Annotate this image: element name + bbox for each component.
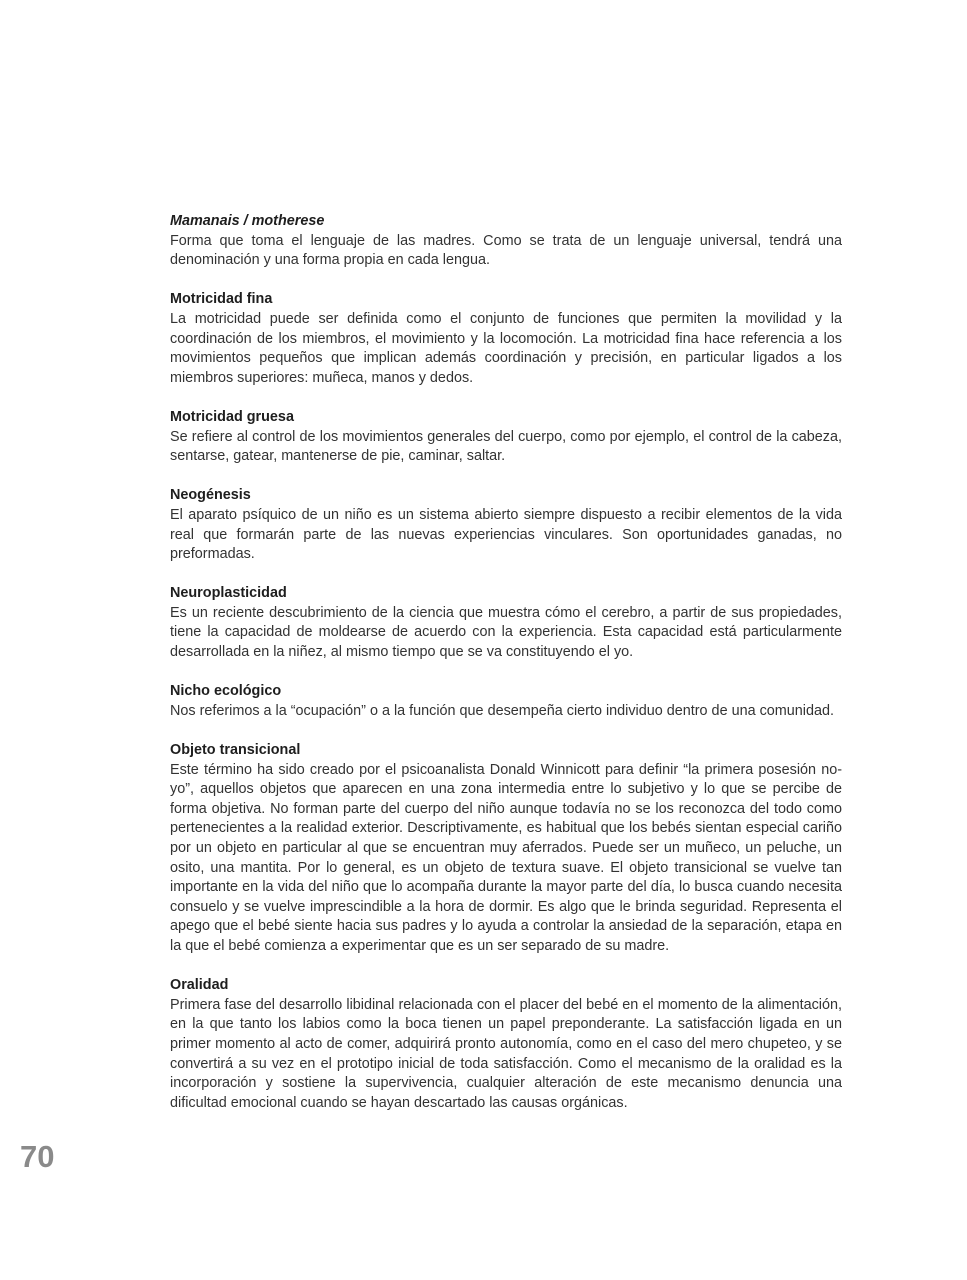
entry-term: Objeto transicional bbox=[170, 742, 301, 759]
glossary-entry-neuroplasticidad bbox=[170, 584, 842, 662]
glossary-entry-oralidad bbox=[170, 976, 842, 1113]
entry-definition: Nos referimos a la “ocupación” o a la función que desempeña cierto individuo dentro de una comunidad. bbox=[170, 702, 834, 719]
glossary bbox=[170, 212, 842, 1133]
glossary-entry-motricidad-fina bbox=[170, 290, 842, 388]
entry-definition: Este término ha sido creado por el psicoanalista Donald Winnicott para definir “la primera posesión no-yo”, aquellos objetos que aparecen en una zona intermedia entre lo subjetivo y lo que se percibe de forma objetiva. No forman parte del cuerpo del niño aunque todavía no se los reconozca del todo como pertenecientes a la realidad exterior. Descriptivamente, es habitual que los bebés sientan especial cariño por un objeto en particular al que se encuentran muy aferrados. Puede ser un muñeco, un peluche, un osito, una mantita. Por lo general, es un objeto de textura suave. El objeto transicional se vuelve tan importante en la vida del niño que lo acompaña durante la mayor parte del día, lo busca cuando necesita consuelo y se vuelve imprescindible a la hora de dormir. Es algo que le brinda seguridad. Representa el apego que el bebé siente hacia sus padres y lo ayuda a controlar la ansiedad de la separación, etapa en la que el bebé comienza a experimentar que es un ser separado de su madre. bbox=[170, 761, 842, 954]
entry-term: Neuroplasticidad bbox=[170, 585, 287, 602]
entry-definition: Forma que toma el lenguaje de las madres. Como se trata de un lenguaje universal, tendrá una denominación y una forma propia en cada lengua. bbox=[170, 232, 842, 269]
page-number: 70 bbox=[20, 1139, 55, 1174]
entry-definition: El aparato psíquico de un niño es un sistema abierto siempre dispuesto a recibir elementos de la vida real que formarán parte de las nuevas experiencias vinculares. Son oportunidades ganadas, no preformadas. bbox=[170, 506, 842, 563]
glossary-entry-nicho-ecologico bbox=[170, 682, 842, 721]
entry-definition: Es un reciente descubrimiento de la ciencia que muestra cómo el cerebro, a partir de sus propiedades, tiene la capacidad de moldearse de acuerdo con la experiencia. Esta capacidad está particularmente desarrollada en la niñez, al mismo tiempo que se va constituyendo el yo. bbox=[170, 604, 842, 661]
glossary-entry-motricidad-gruesa bbox=[170, 408, 842, 467]
glossary-entry-neogenesis bbox=[170, 486, 842, 564]
entry-term: Neogénesis bbox=[170, 487, 251, 504]
entry-definition: La motricidad puede ser definida como el conjunto de funciones que permiten la movilidad y la coordinación de los miembros, el movimiento y la locomoción. La motricidad fina hace referencia a los movimientos pequeños que implican además coordinación y precisión, en particular ligados a los miembros superiores: muñeca, manos y dedos. bbox=[170, 310, 842, 386]
entry-term: Motricidad fina bbox=[170, 291, 273, 308]
glossary-entry-objeto-transicional bbox=[170, 741, 842, 957]
entry-definition: Se refiere al control de los movimientos generales del cuerpo, como por ejemplo, el control de la cabeza, sentarse, gatear, mantenerse de pie, caminar, saltar. bbox=[170, 428, 842, 465]
entry-term: Oralidad bbox=[170, 977, 229, 994]
entry-term: Nicho ecológico bbox=[170, 683, 282, 700]
entry-term: Motricidad gruesa bbox=[170, 408, 294, 425]
entry-term: Mamanais / motherese bbox=[170, 213, 325, 229]
entry-definition: Primera fase del desarrollo libidinal relacionada con el placer del bebé en el momento de la alimentación, en la que tanto los labios como la boca tienen un papel preponderante. La satisfacción ligada en un primer momento al acto de comer, adquirirá pronto autonomía, como en el caso del mero chupeteo, y se convertirá a su vez en el prototipo inicial de toda satisfacción. Como el mecanismo de la oralidad es la incorporación y sostiene la supervivencia, cualquier alteración de este mecanismo denuncia una dificultad emocional cuando se hayan descartado las causas orgánicas. bbox=[170, 996, 842, 1111]
glossary-entry-mamanais bbox=[170, 212, 842, 271]
